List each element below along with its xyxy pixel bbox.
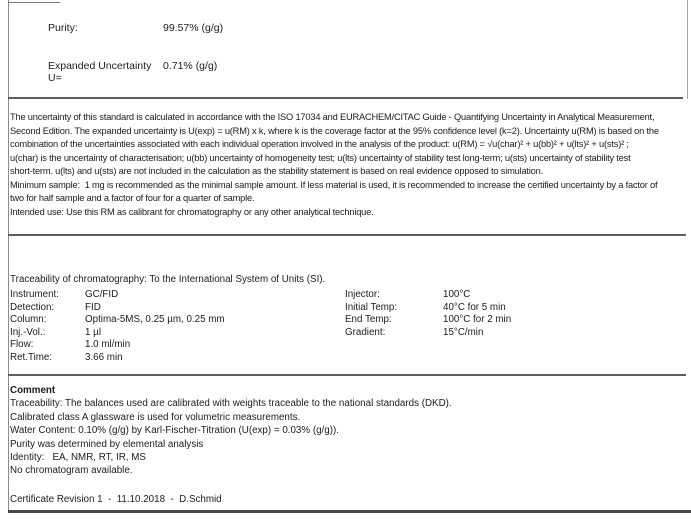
traceability-header: Traceability of chromatography: To the International System of Units (SI). bbox=[10, 274, 326, 285]
injection-volume-row bbox=[10, 327, 225, 340]
injection-volume-value: 1 µl bbox=[85, 326, 101, 338]
divider-results-bottom bbox=[8, 97, 683, 99]
flow-label: Flow: bbox=[10, 339, 34, 351]
instrument-row bbox=[10, 289, 225, 302]
statement-line: u(char) is the uncertainty of characterisation; u(bb) uncertainty of homogeneity test; u(lts) uncertainty of stability test long-term; u(sts) uncertainty of stability test bbox=[10, 152, 631, 163]
detection-value: FID bbox=[85, 301, 101, 313]
divider-statement-bottom bbox=[8, 234, 686, 236]
retention-time-row bbox=[10, 352, 225, 365]
flow-value: 1.0 ml/min bbox=[85, 339, 131, 351]
traceability-left-column bbox=[10, 289, 225, 365]
injection-volume-label: Inj.-Vol.: bbox=[10, 326, 46, 338]
column-label: Column: bbox=[10, 314, 47, 326]
comment-line-glassware: Calibrated class A glassware is used for volumetric measurements. bbox=[10, 411, 301, 423]
comment-line-purity-method: Purity was determined by elemental analysis bbox=[10, 438, 204, 450]
retention-time-label: Ret.Time: bbox=[10, 351, 53, 363]
expanded-uncertainty-label: Expanded Uncertainty U= bbox=[48, 60, 152, 84]
gradient-row bbox=[345, 327, 511, 340]
gradient-value: 15°C/min bbox=[443, 326, 484, 338]
comment-section bbox=[10, 384, 452, 478]
expanded-uncertainty-value: 0.71% (g/g) bbox=[163, 60, 218, 72]
traceability-section bbox=[10, 273, 512, 363]
comment-line-water-content: Water Content: 0.10% (g/g) by Karl-Fischer-Titration (U(exp) = 0.03% (g/g)). bbox=[10, 425, 339, 437]
instrument-value: GC/FID bbox=[85, 289, 119, 300]
injector-value: 100°C bbox=[443, 289, 471, 300]
uncertainty-statement bbox=[10, 111, 688, 219]
end-temp-row bbox=[345, 314, 511, 327]
detection-row bbox=[10, 302, 225, 315]
top-left-border-segment bbox=[8, 2, 60, 3]
expanded-uncertainty-row bbox=[48, 60, 223, 84]
initial-temp-label: Initial Temp: bbox=[345, 301, 398, 313]
comment-line-traceability: Traceability: The balances used are calibrated with weights traceable to the national standards (DKD). bbox=[10, 398, 452, 410]
statement-line: two for half sample and a factor of four for a quarter of sample. bbox=[10, 193, 255, 203]
purity-label: Purity: bbox=[48, 22, 78, 34]
initial-temp-row bbox=[345, 302, 511, 315]
initial-temp-value: 40°C for 5 min bbox=[443, 301, 506, 313]
divider-traceability-bottom bbox=[8, 374, 686, 376]
injector-label: Injector: bbox=[345, 289, 380, 300]
results-section bbox=[48, 22, 224, 84]
statement-line: Second Edition. The expanded uncertainty is U(exp) = u(RM) x k, where k is the coverage factor at the 95% confidence level (k=2). Uncertainty u(RM) is based on the bbox=[10, 125, 659, 136]
detection-label: Detection: bbox=[10, 301, 55, 313]
page-left-border bbox=[8, 0, 9, 512]
comment-line-chromatogram: No chromatogram available. bbox=[10, 465, 133, 477]
gradient-label: Gradient: bbox=[345, 326, 386, 338]
statement-line: The uncertainty of this standard is calculated in accordance with the ISO 17034 and EURACHEM/CITAC Guide - Quantifying Uncertainty in Analytical Measurement, bbox=[10, 112, 655, 122]
instrument-label: Instrument: bbox=[10, 289, 60, 300]
end-temp-label: End Temp: bbox=[345, 314, 392, 326]
comment-line-identity: Identity: EA, NMR, RT, IR, MS bbox=[10, 452, 146, 464]
flow-row bbox=[10, 339, 225, 352]
retention-time-value: 3.66 min bbox=[85, 351, 123, 363]
purity-row bbox=[48, 22, 223, 35]
injector-row bbox=[345, 289, 511, 302]
page-bottom-border bbox=[8, 510, 691, 513]
statement-line: short-term. u(lts) and u(sts) are not included in the calculation as the stability statement is based on real evidence opposed to simulation. bbox=[10, 166, 544, 176]
column-row bbox=[10, 314, 225, 327]
purity-value: 99.57% (g/g) bbox=[163, 22, 224, 34]
column-value: Optima-5MS, 0.25 µm, 0.25 mm bbox=[85, 314, 225, 326]
results-box-right-border bbox=[687, 0, 688, 99]
traceability-right-column bbox=[345, 289, 511, 339]
statement-line: Minimum sample: 1 mg is recommended as the minimal sample amount. If less material is used, it is recommended to increase the certified uncertainty by a factor of bbox=[10, 179, 658, 190]
comment-title: Comment bbox=[10, 385, 56, 396]
statement-line: combination of the uncertainties associated with each individual operation involved in the analysis of the product: u(RM) = √u(char)² + u(bb)² + u(lts)² + u(sts)² ; bbox=[10, 139, 629, 149]
statement-line: Intended use: Use this RM as calibrant for chromatography or any other analytical technique. bbox=[10, 206, 374, 217]
end-temp-value: 100°C for 2 min bbox=[443, 314, 512, 326]
certificate-revision-footer: Certificate Revision 1 - 11.10.2018 - D.Schmid bbox=[10, 494, 222, 505]
